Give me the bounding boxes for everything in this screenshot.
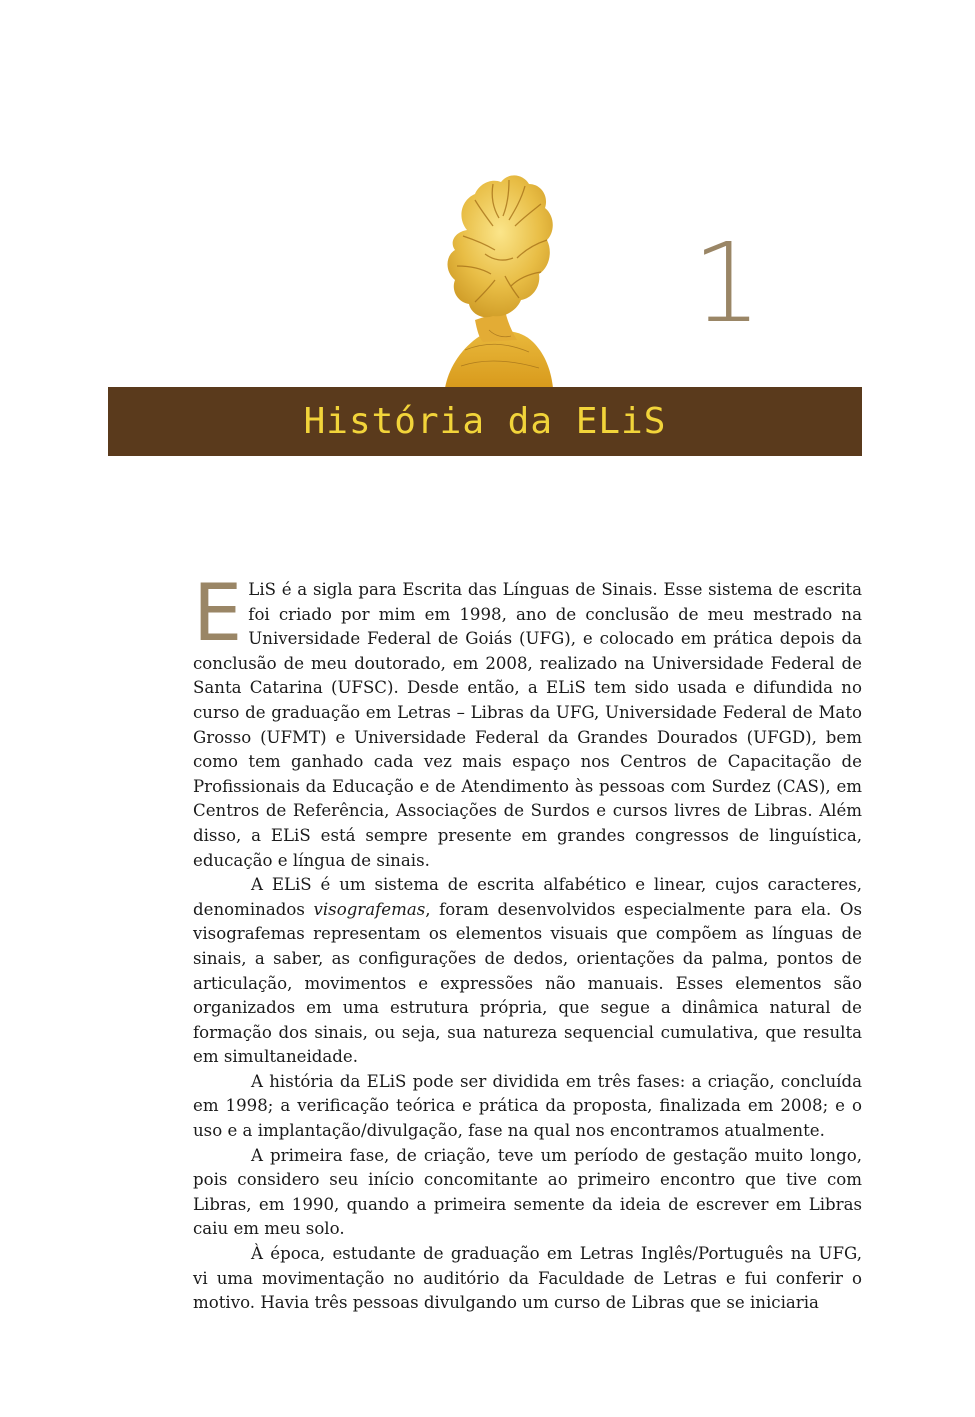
paragraph-5: À época, estudante de graduação em Letras Inglês/Português na UFG, vi uma movimentação no auditório da Faculdade de Letras e fui conferir o motivo. Havia três pessoas divulgando um curso de Libras que se iniciaria	[193, 1244, 862, 1313]
drop-cap: E	[193, 569, 243, 659]
hand-head-bust-illustration	[405, 170, 563, 388]
paragraph-3: A história da ELiS pode ser dividida em três fases: a criação, concluída em 1998; a verificação teórica e prática da proposta, finalizada em 2008; e o uso e a implantação/divulgação, fase na qual nos encontramos atualmente.	[193, 1071, 862, 1141]
term-visografemas: visografemas	[313, 899, 426, 919]
chapter-number: 1	[692, 219, 762, 347]
paragraph-2-text-a: A ELiS é um sistema de escrita alfabético e linear, cujos caracteres, denominados	[193, 875, 862, 919]
paragraph-2	[193, 873, 862, 1070]
chapter-body	[193, 569, 862, 1316]
chapter-title: História da ELiS	[303, 401, 667, 442]
paragraph-4: A primeira fase, de criação, teve um período de gestação muito longo, pois considero seu início concomitante ao primeiro encontro que tive com Libras, em 1990, quando a primeira semente da ideia de escrever em Libras caiu em meu solo.	[193, 1145, 862, 1239]
paragraph-2-text-b: , foram desenvolvidos especialmente para ela. Os visografemas representam os elementos visuais que compõem as línguas de sinais, a saber, as configurações de dedos, orientações da palma, pontos de articulação, movimentos e expressões não manuais. Esses elementos são organizados em uma estrutura própria, que segue a dinâmica natural de formação dos sinais, ou seja, sua natureza sequencial cumulativa, que resulta em simultaneidade.	[193, 899, 862, 1067]
chapter-title-band	[108, 387, 862, 456]
paragraph-1	[193, 569, 862, 873]
paragraph-1-text: LiS é a sigla para Escrita das Línguas de Sinais. Esse sistema de escrita foi criado por mim em 1998, ano de conclusão de meu mestrado na Universidade Federal de Goiás (UFG), e colocado em prática depois da conclusão de meu doutorado, em 2008, realizado na Universidade Federal de Santa Catarina (UFSC). Desde então, a ELiS tem sido usada e difundida no curso de graduação em Letras – Libras da UFG, Universidade Federal de Mato Grosso (UFMT) e Universidade Federal da Grandes Dourados (UFGD), bem como tem ganhado cada vez mais espaço nos Centros de Capacitação de Profissionais da Educação e de Atendimento às pessoas com Surdez (CAS), em Centros de Referência, Associações de Surdos e cursos livres de Libras. Além disso, a ELiS está sempre presente em grandes congressos de linguística, educação e língua de sinais.	[193, 580, 862, 870]
